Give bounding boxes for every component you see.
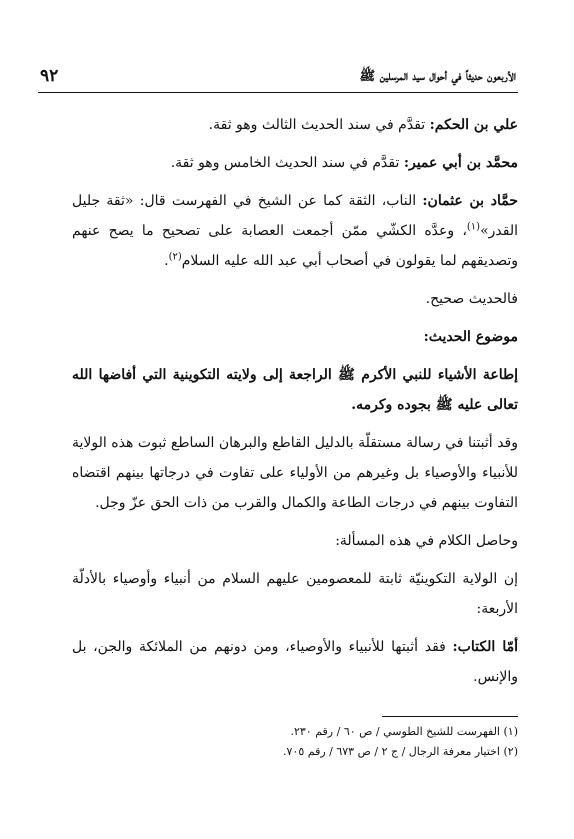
body-paragraph: وحاصل الكلام في هذه المسألة: [335, 533, 518, 549]
body-paragraph [72, 632, 518, 692]
header-divider [38, 92, 518, 93]
paragraph-text: فقد أثبتها للأنبياء والأوصياء، ومن دونهم من الملائكة والجن، بل والإنس. [72, 639, 518, 685]
page-number: ٩٢ [40, 66, 59, 86]
topic-statement: إطاعة الأشياء للنبي الأكرم ﷺ الراجعة إلى ولايته التكوينية التي أفاضها الله تعالى عليه ﷺ بجوده وكرمه. [72, 367, 518, 413]
section-heading: موضوع الحديث: [423, 329, 518, 345]
narrator-note: تقدَّم في سند الحديث الخامس وهو ثقة. [170, 155, 404, 171]
running-title: الأربعون حديثاً في أحوال سيد المرسلين ﷺ [359, 69, 516, 84]
narrator-note-end: . [164, 253, 169, 269]
running-header [40, 66, 516, 88]
narrator-note: الناب، الثقة كما عن الشيخ في الفهرست قال: «ثقة جليل القدر» [72, 193, 518, 239]
paragraph-lead: أمّا الكتاب: [452, 639, 518, 655]
footnote-1: (١) الفهرست للشيخ الطوسي / ص ٦٠ / رقم ٢٣٠. [290, 725, 518, 738]
footnotes [180, 722, 518, 762]
main-text [72, 110, 518, 700]
paragraph-narrator-3 [72, 186, 518, 276]
body-paragraph: إن الولاية التكوينيّة ثابتة للمعصومين عليهم السلام من أنبياء وأوصياء بالأدلّة الأربعة: [72, 571, 518, 617]
verdict-line: فالحديث صحيح. [425, 291, 518, 307]
footnote-divider [382, 716, 518, 717]
footnote-ref-1: (١) [466, 221, 481, 233]
narrator-name: علي بن الحكم: [429, 117, 518, 133]
narrator-note: تقدَّم في سند الحديث الثالث وهو ثقة. [208, 117, 430, 133]
narrator-note-cont: ، وعدَّه الكشّي ممّن أجمعت العصابة على تصحيح ما يصح عنهم وتصديقهم لما يقولون في أصحاب أبي عبد الله عليه السلام [72, 223, 518, 269]
footnote-ref-2: (٢) [168, 251, 182, 263]
paragraph-narrator-1 [72, 110, 518, 140]
narrator-name: حمَّاد بن عثمان: [422, 193, 518, 209]
footnote-2: (٢) اختيار معرفة الرجال / ج ٢ / ص ٦٧٣ / رقم ٧٠٥. [283, 745, 518, 758]
paragraph-narrator-2 [72, 148, 518, 178]
body-paragraph: وقد أثبتنا في رسالة مستقلّة بالدليل القاطع والبرهان الساطع ثبوت هذه الولاية للأنبياء والأوصياء بل وغيرهم من الأولياء على تفاوت في درجاتها بينهم اقتضاه التفاوت بينهم في درجات الطاعة والكمال والقرب من ذات الحق عزّ وجل. [72, 435, 518, 511]
narrator-name: محمَّد بن أبي عمير: [403, 155, 518, 171]
